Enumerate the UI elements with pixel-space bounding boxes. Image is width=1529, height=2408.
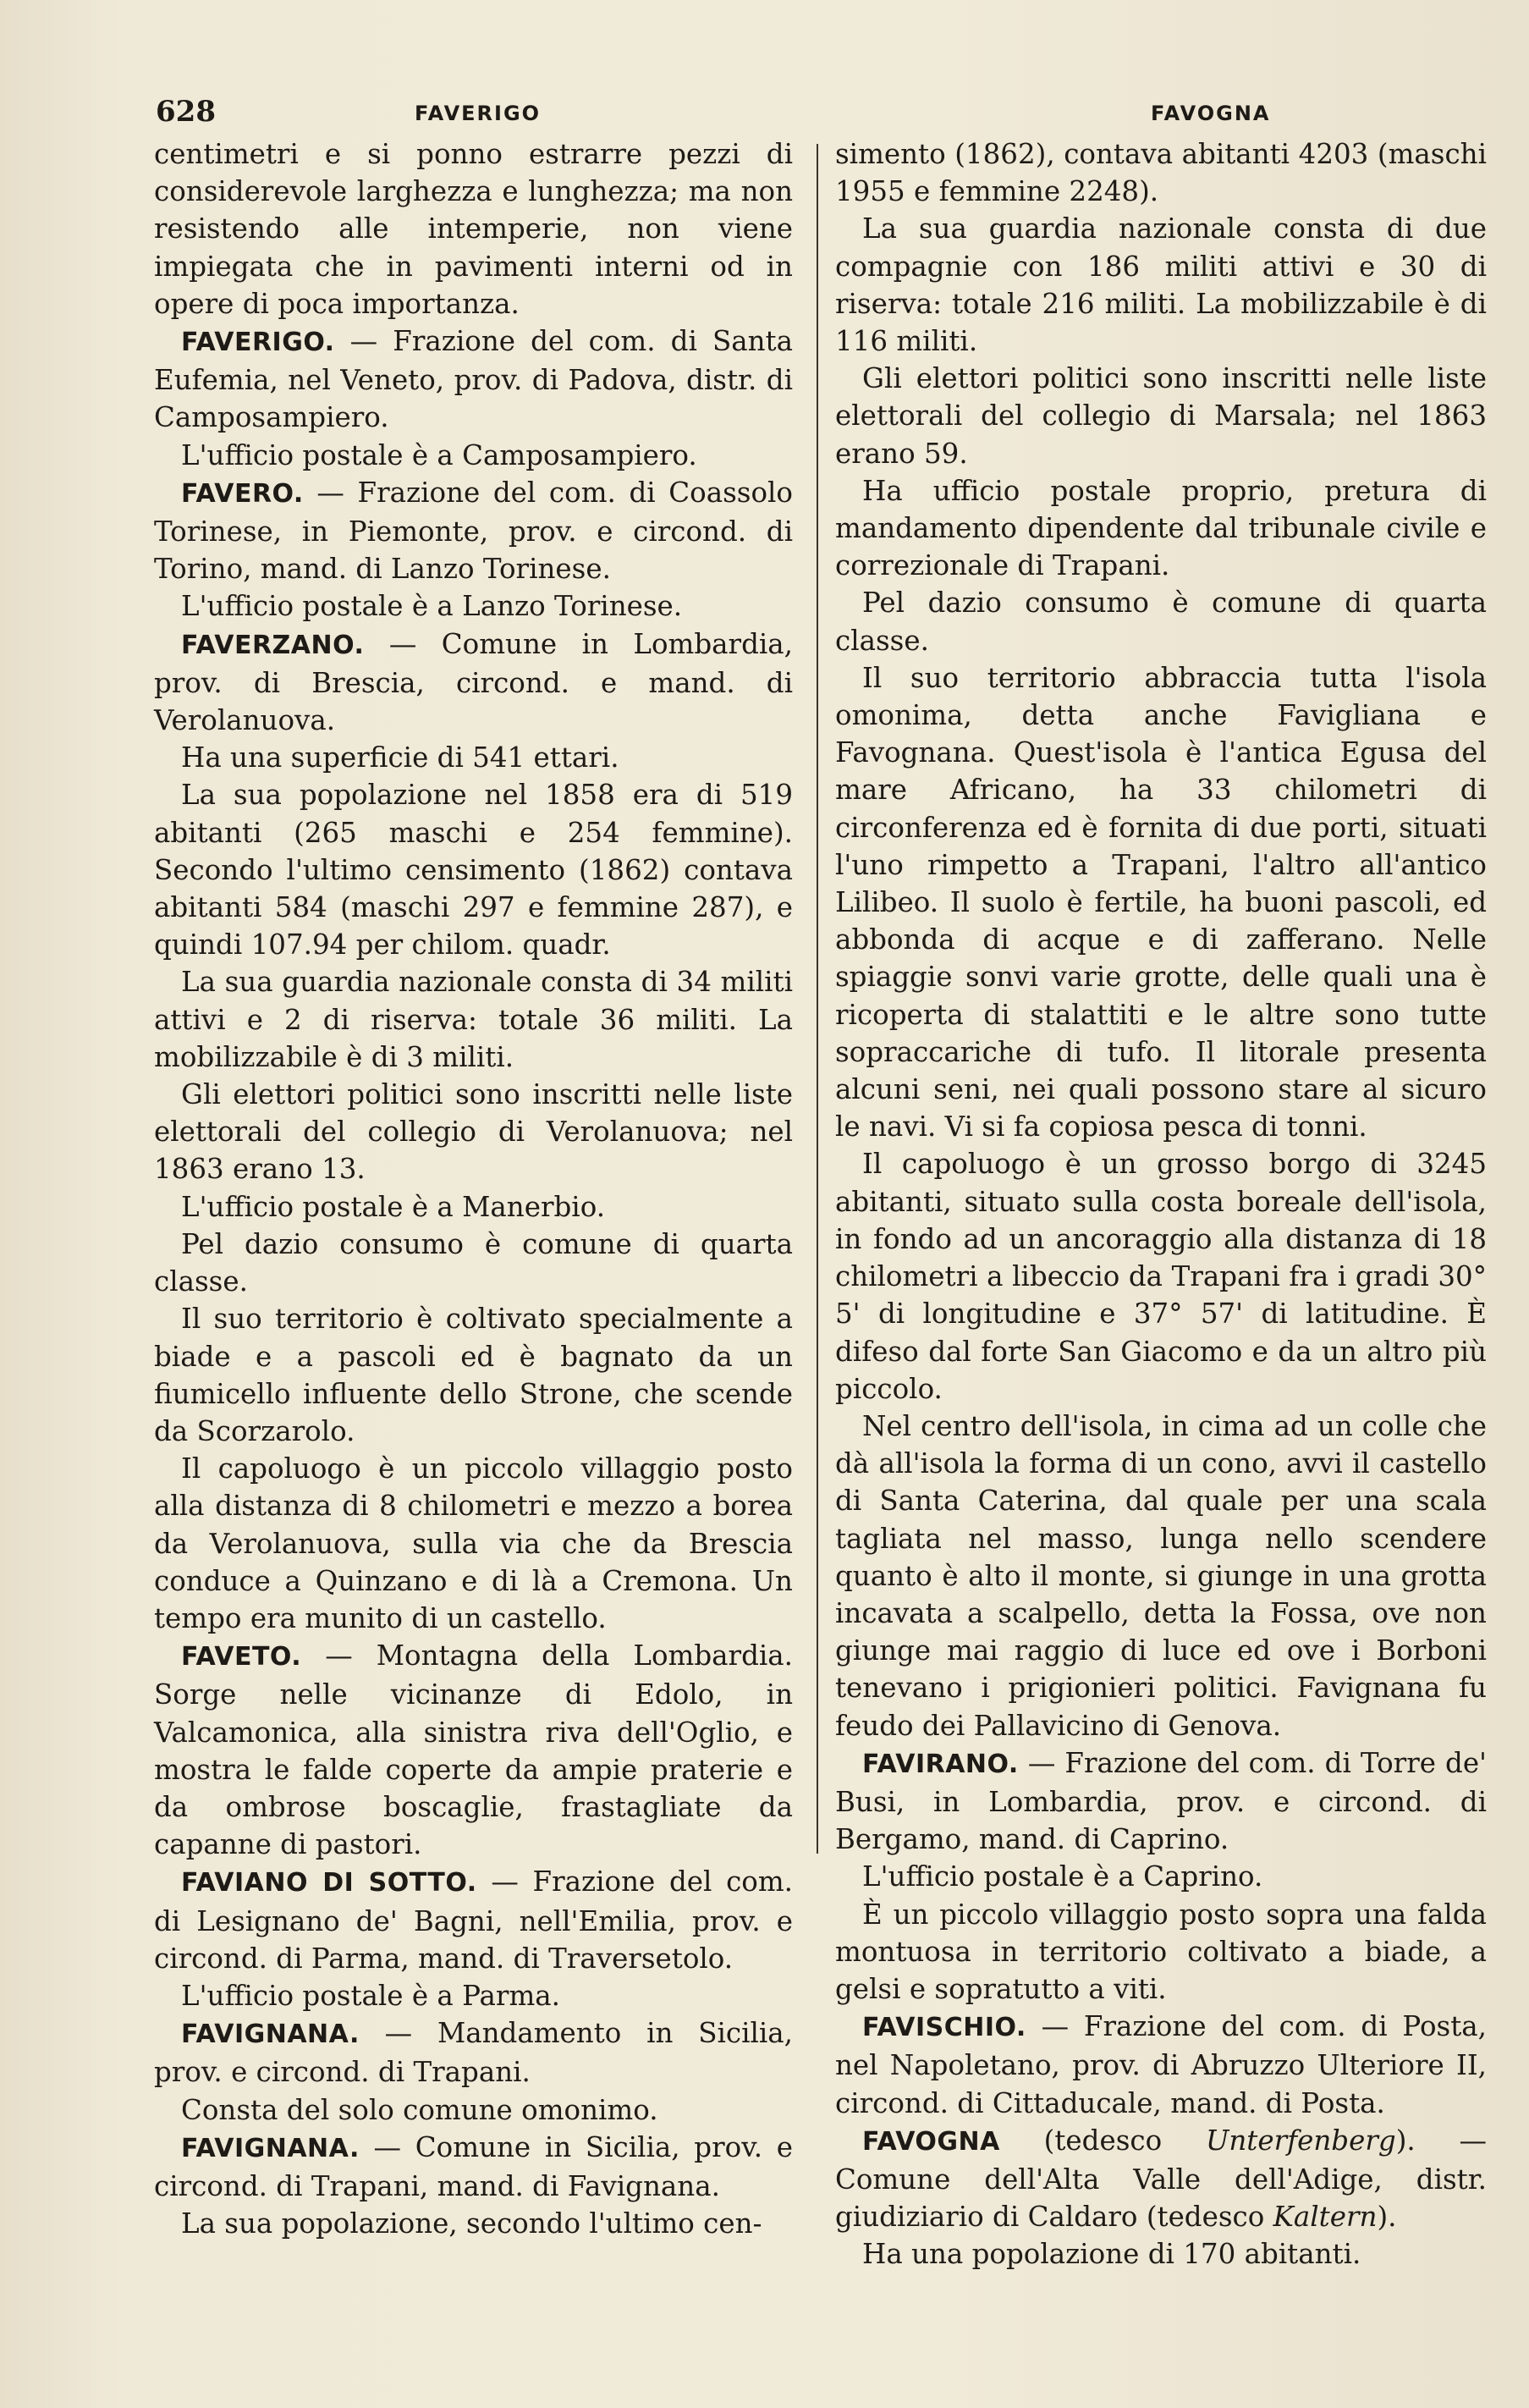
entry-paragraph [835, 2008, 1487, 2122]
paragraph-text: Consta del solo comune omonimo. [181, 2093, 658, 2126]
body-paragraph [154, 776, 793, 963]
body-paragraph [835, 210, 1487, 360]
paragraph-text: L'ufficio postale è a Parma. [181, 1979, 560, 2012]
column-divider [817, 144, 818, 1854]
paragraph-text: — Frazione del com. di Posta, nel Napoletano, prov. di Abruzzo Ulteriore II, circond. di Cittaducale, mand. di Posta. [835, 2010, 1487, 2119]
paragraph-text: ). — Comune dell'Alta Valle dell'Adige, distr. giudiziario di Caldaro (tedesco [835, 2124, 1488, 2234]
body-paragraph [835, 360, 1487, 472]
paragraph-text: Il suo territorio è coltivato specialmente a biade e a pascoli ed è bagnato da un fiumicello influente dello Strone, che scende da Scorzarolo. [154, 1303, 793, 1447]
body-paragraph [154, 135, 793, 322]
entry-paragraph [154, 2129, 793, 2205]
paragraph-text: simento (1862), contava abitanti 4203 (maschi 1955 e femmine 2248). [835, 138, 1487, 208]
paragraph-text: Ha una popolazione di 170 abitanti. [862, 2238, 1361, 2271]
paragraph-text: Gli elettori politici sono inscritti nelle liste elettorali del collegio di Verolanuova; nel 1863 erano 13. [154, 1078, 793, 1186]
entry-headword: FAVIANO DI SOTTO. [181, 1868, 477, 1898]
paragraph-text: Gli elettori politici sono inscritti nelle liste elettorali del collegio di Marsala; nel 1863 erano 59. [835, 362, 1487, 470]
body-paragraph [154, 1300, 793, 1450]
paragraph-text: È un piccolo villaggio posto sopra una falda montuosa in territorio coltivato a biade, a gelsi e sopratutto a viti. [835, 1898, 1487, 2005]
entry-paragraph [154, 2014, 793, 2091]
entry-paragraph [154, 625, 793, 740]
body-paragraph [154, 739, 793, 776]
entry-headword: FAVIGNANA. [181, 2020, 360, 2050]
italic-term: Kaltern [1273, 2201, 1378, 2234]
body-paragraph [835, 659, 1487, 1146]
entry-paragraph [154, 322, 793, 437]
body-paragraph [154, 1977, 793, 2014]
paragraph-text: La sua guardia nazionale consta di due compagnie con 186 militi attivi e 30 di riserva: totale 216 militi. La mobilizzabile è di 116 militi. [835, 212, 1487, 358]
page-number: 628 [156, 95, 216, 129]
paragraph-text: Ha una superficie di 541 ettari. [181, 741, 619, 774]
paragraph-text: Il suo territorio abbraccia tutta l'isola omonima, detta anche Favigliana e Favognana. Quest'isola è l'antica Egusa del mare Africano, ha 33 chilometri di circonferenza ed è fornita di due porti, situati l'uno rimpetto a Trapani, l'altro all'antico Lilibeo. Il suolo è fertile, ha buoni pascoli, ed abbonda di acque e di zafferano. Nelle spiaggie sonvi varie grotte, delle quali una è ricoperta di stalattiti e le altre sono tutte sopraccariche di tufo. Il litorale presenta alcuni seni, nei quali possono stare al sicuro le navi. Vi si fa copiosa pesca di tonni. [835, 661, 1487, 1143]
paragraph-text: — Mandamento in Sicilia, prov. e circond. di Trapani. [154, 2017, 793, 2089]
paragraph-text: L'ufficio postale è a Camposampiero. [181, 438, 697, 471]
italic-term: Unterfenberg [1205, 2124, 1396, 2157]
running-head-left: FAVERIGO [415, 102, 542, 125]
entry-headword: FAVISCHIO. [862, 2013, 1026, 2043]
paragraph-text: — Frazione del com. di Lesignano de' Bagni, nell'Emilia, prov. e circond. di Parma, mand. di Traversetolo. [154, 1865, 793, 1975]
entry-headword: FAVIGNANA. [181, 2133, 360, 2163]
paragraph-text: Il capoluogo è un piccolo villaggio posto alla distanza di 8 chilometri e mezzo a borea da Verolanuova, sulla via che da Brescia conduce a Quinzano e di là a Cremona. Un tempo era munito di un castello. [154, 1452, 793, 1634]
body-paragraph [835, 1896, 1487, 2009]
entry-headword: FAVERZANO. [181, 630, 365, 660]
body-paragraph [154, 2205, 793, 2242]
entry-headword: FAVETO. [181, 1642, 302, 1672]
body-paragraph [835, 1858, 1487, 1895]
running-head-right: FAVOGNA [1151, 102, 1271, 125]
paragraph-text: L'ufficio postale è a Lanzo Torinese. [181, 590, 683, 623]
paragraph-text: Nel centro dell'isola, in cima ad un colle che dà all'isola la forma di un cono, avvi il castello di Santa Caterina, dal quale per una scala tagliata nel masso, lunga nello scendere quanto è alto il monte, si giunge in una grotta incavata a scalpello, detta la Fossa, ove non giunge mai raggio di luce ed ove i Borboni tenevano i prigionieri politici. Favignana fu feudo dei Pallavicino di Genova. [835, 1409, 1487, 1742]
left-column [154, 135, 793, 2242]
entry-paragraph [835, 1744, 1487, 1859]
paragraph-text: — Frazione del com. di Coassolo Torinese, in Piemonte, prov. e circond. di Torino, mand. di Lanzo Torinese. [154, 476, 793, 586]
body-paragraph [154, 2091, 793, 2129]
body-paragraph [154, 1226, 793, 1300]
entry-headword: FAVIRANO. [862, 1749, 1019, 1779]
entry-paragraph [835, 2122, 1487, 2236]
paragraph-text: — Montagna della Lombardia. Sorge nelle vicinanze di Edolo, in Valcamonica, alla sinistra riva dell'Oglio, e mostra le falde coperte da ampie praterie e da ombrose boscaglie, frastagliate da capanne di pastori. [154, 1639, 793, 1861]
body-paragraph [835, 472, 1487, 585]
entry-headword: FAVOGNA [862, 2126, 1000, 2157]
paragraph-text: — Frazione del com. di Santa Eufemia, nel Veneto, prov. di Padova, distr. di Camposampiero. [154, 325, 793, 434]
paragraph-text: (tedesco [999, 2124, 1206, 2157]
body-paragraph [835, 135, 1487, 210]
right-column [835, 135, 1487, 2273]
entry-headword: FAVERO. [181, 478, 304, 509]
paragraph-text: — Comune in Lombardia, prov. di Brescia, circond. e mand. di Verolanuova. [154, 627, 793, 737]
body-paragraph [154, 437, 793, 474]
entry-paragraph [154, 1863, 793, 1977]
paragraph-text: La sua popolazione, secondo l'ultimo cen- [181, 2207, 762, 2240]
paragraph-text: — Comune in Sicilia, prov. e circond. di Trapani, mand. di Favignana. [154, 2130, 793, 2202]
body-paragraph [835, 1408, 1487, 1744]
paragraph-text: L'ufficio postale è a Caprino. [862, 1860, 1263, 1893]
body-paragraph [154, 1076, 793, 1188]
body-paragraph [154, 1450, 793, 1637]
paragraph-text: Ha ufficio postale proprio, pretura di mandamento dipendente dal tribunale civile e correzionale di Trapani. [835, 474, 1487, 582]
paragraph-text: centimetri e si ponno estrarre pezzi di considerevole larghezza e lunghezza; ma non resistendo alle intemperie, non viene impiegata che in pavimenti interni od in opere di poca importanza. [154, 138, 793, 320]
paragraph-text: Pel dazio consumo è comune di quarta classe. [835, 587, 1487, 657]
page-header [0, 95, 1529, 137]
paragraph-text: Pel dazio consumo è comune di quarta classe. [154, 1227, 793, 1298]
paragraph-text: ). [1377, 2201, 1397, 2234]
paragraph-text: La sua popolazione nel 1858 era di 519 abitanti (265 maschi e 254 femmine). Secondo l'ultimo censimento (1862) contava abitanti 584 (maschi 297 e femmine 287), e quindi 107.94 per chilom. quadr. [154, 779, 793, 962]
body-paragraph [154, 587, 793, 625]
paragraph-text: La sua guardia nazionale consta di 34 militi attivi e 2 di riserva: totale 36 militi. La mobilizzabile è di 3 militi. [154, 966, 793, 1073]
paragraph-text: L'ufficio postale è a Manerbio. [181, 1190, 606, 1223]
body-paragraph [835, 2235, 1487, 2273]
paragraph-text: Il capoluogo è un grosso borgo di 3245 abitanti, situato sulla costa boreale dell'isola, in fondo ad un ancoraggio alla distanza di 18 chilometri a libeccio da Trapani fra i gradi 30° 5' di longitudine e 37° 57' di latitudine. È difeso dal forte San Giacomo e da un altro più piccolo. [835, 1148, 1487, 1405]
entry-paragraph [154, 1637, 793, 1863]
paragraph-text: — Frazione del com. di Torre de' Busi, in Lombardia, prov. e circond. di Bergamo, mand. di Caprino. [835, 1746, 1487, 1856]
body-paragraph [835, 584, 1487, 658]
body-paragraph [154, 963, 793, 1076]
body-paragraph [835, 1145, 1487, 1407]
body-paragraph [154, 1188, 793, 1226]
entry-headword: FAVERIGO. [181, 328, 335, 358]
entry-paragraph [154, 474, 793, 588]
